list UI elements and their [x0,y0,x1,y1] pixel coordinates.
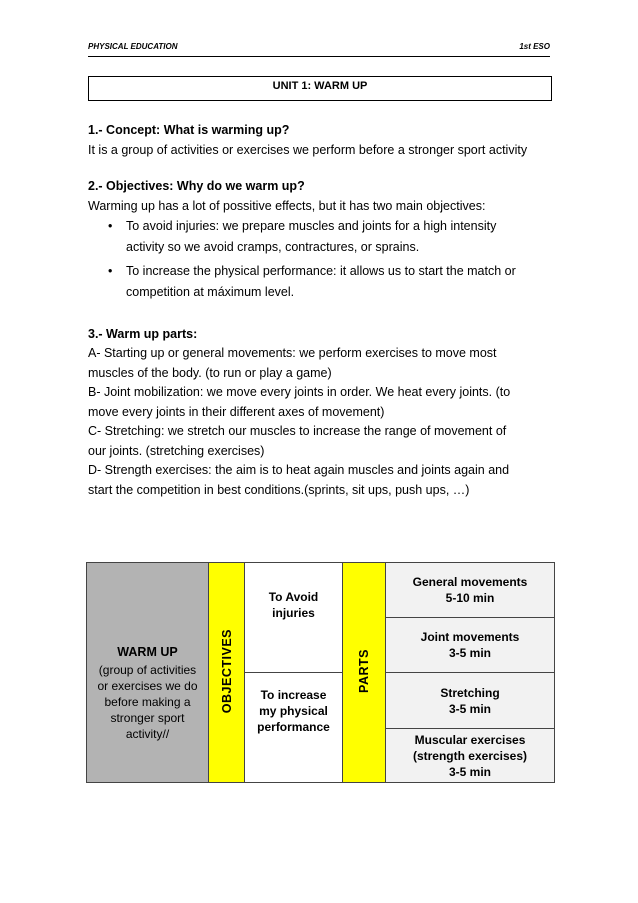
section1-text: It is a group of activities or exercises we perform before a stronger sport activity [88,143,528,157]
bullet-icon: • [108,264,113,278]
part-line: Muscular exercises [414,732,526,747]
part-line: (strength exercises) [412,748,528,763]
part-cell [386,563,555,618]
parts-label: PARTS [357,649,371,693]
warm-up-title: WARM UP [117,644,178,659]
bullet-line: activity so we avoid cramps, contractures, or sprains. [126,239,420,254]
section3-line: A- Starting up or general movements: we perform exercises to move most [88,346,497,360]
objective-cell [245,563,343,673]
warm-up-cell [87,563,209,783]
part-line: General movements [412,575,528,589]
bullet-icon: • [108,219,113,233]
section3-line: muscles of the body. (to run or play a game) [88,365,332,380]
part-line: 5-10 min [445,591,495,605]
section3-line: B- Joint mobilization: we move every joints in order. We heat every joints. (to [88,385,511,399]
page-header [88,42,550,56]
objective-line: performance [257,719,330,734]
objective-line: injuries [272,605,315,620]
objectives-label-cell [209,563,245,783]
header-rule [88,56,550,57]
part-cell [386,618,555,673]
warm-up-desc-line: or exercises we do [97,678,198,693]
section3-line: D- Strength exercises: the aim is to heat again muscles and joints again and [88,463,510,477]
objective-line: my physical [259,703,328,718]
warm-up-desc-line: (group of activities [98,662,197,677]
unit-title-box [88,76,552,101]
objectives-label: OBJECTIVES [219,628,234,714]
bullet-line: competition at máximum level. [126,284,295,299]
objective-line: To increase [260,687,327,702]
section3-heading: 3.- Warm up parts: [88,327,198,341]
part-line: Joint movements [420,630,520,644]
unit-title: UNIT 1: WARM UP [272,80,368,92]
section3-line: move every joints in their different axes of movement) [88,404,385,419]
section3-line: our joints. (stretching exercises) [88,443,265,458]
part-line: Stretching [440,685,500,700]
objective-bullet [88,216,558,257]
part-cell [386,673,555,729]
section2-intro: Warming up has a lot of possitive effects, but it has two main objectives: [88,199,486,213]
warm-up-table [86,562,555,783]
part-line: 3-5 min [448,646,491,660]
bullet-line: To avoid injuries: we prepare muscles and joints for a high intensity [126,219,497,233]
section3-line: C- Stretching: we stretch our muscles to increase the range of movement of [88,424,507,438]
section3-line: start the competition in best conditions.(sprints, sit ups, push ups, …) [88,482,470,497]
objective-line: To Avoid [268,589,319,604]
parts-label-cell [343,563,386,783]
header-grade: 1st ESO [519,42,550,51]
objective-cell [245,673,343,783]
section1-heading: 1.- Concept: What is warming up? [88,123,290,137]
warm-up-desc-line: stronger sport [110,710,185,725]
part-cell [386,729,555,783]
warm-up-desc-line: activity// [125,726,170,741]
part-line: 3-5 min [448,764,491,779]
objective-bullet [88,261,558,302]
header-subject: PHYSICAL EDUCATION [88,42,178,51]
document-body [88,120,558,500]
bullet-line: To increase the physical performance: it allows us to start the match or [126,264,516,278]
part-line: 3-5 min [448,701,491,716]
warm-up-desc-line: before making a [104,694,191,709]
section2-heading: 2.- Objectives: Why do we warm up? [88,179,305,193]
